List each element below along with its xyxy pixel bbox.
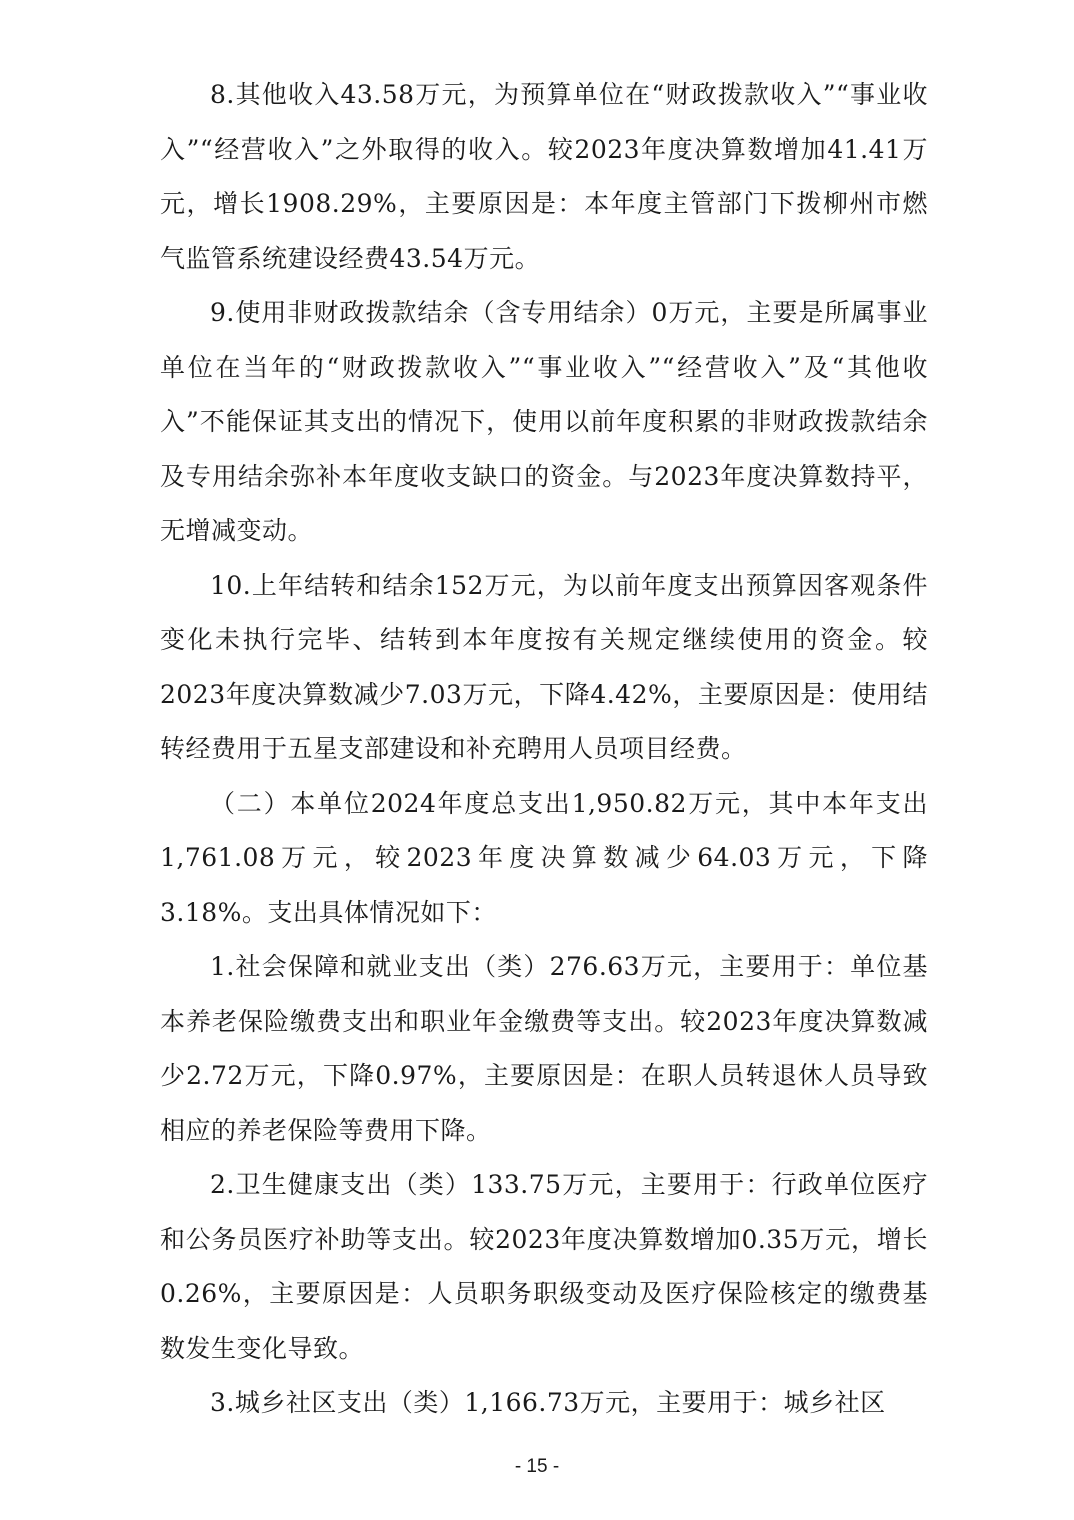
document-body: [160, 68, 928, 1431]
page-number: - 15 -: [514, 1456, 560, 1477]
paragraph-health-expenditure: 2.卫生健康支出（类）133.75万元，主要用于：行政单位医疗和公务员医疗补助等支出。较2023年度决算数增加0.35万元，增长0.26%，主要原因是：人员职务职级变动及医疗保险核定的缴费基数发生变化导致。: [160, 1170, 928, 1363]
paragraph-other-income: 8.其他收入43.58万元，为预算单位在“财政拨款收入”“事业收入”“经营收入”之外取得的收入。较2023年度决算数增加41.41万元，增长1908.29%，主要原因是：本年度主管部门下拨柳州市燃气监管系统建设经费43.54万元。: [160, 80, 928, 273]
paragraph-urban-rural-expenditure: 3.城乡社区支出（类）1,166.73万元，主要用于：城乡社区: [210, 1388, 886, 1417]
paragraph-social-security-expenditure: 1.社会保障和就业支出（类）276.63万元，主要用于：单位基本养老保险缴费支出和职业年金缴费等支出。较2023年度决算数减少2.72万元，下降0.97%，主要原因是：在职人员转退休人员导致相应的养老保险等费用下降。: [160, 952, 928, 1145]
paragraph-non-fiscal-surplus: 9.使用非财政拨款结余（含专用结余）0万元，主要是所属事业单位在当年的“财政拨款收入”“事业收入”“经营收入”及“其他收入”不能保证其支出的情况下，使用以前年度积累的非财政拨款结余及专用结余弥补本年度收支缺口的资金。与2023年度决算数持平，无增减变动。: [160, 298, 928, 545]
paragraph-carryover-surplus: 10.上年结转和结余152万元，为以前年度支出预算因客观条件变化未执行完毕、结转到本年度按有关规定继续使用的资金。较2023年度决算数减少7.03万元，下降4.42%，主要原因是：使用结转经费用于五星支部建设和补充聘用人员项目经费。: [160, 570, 928, 763]
paragraph-total-expenditure: （二）本单位2024年度总支出1,950.82万元，其中本年支出1,761.08万元，较2023年度决算数减少64.03万元，下降3.18%。支出具体情况如下：: [160, 788, 928, 927]
